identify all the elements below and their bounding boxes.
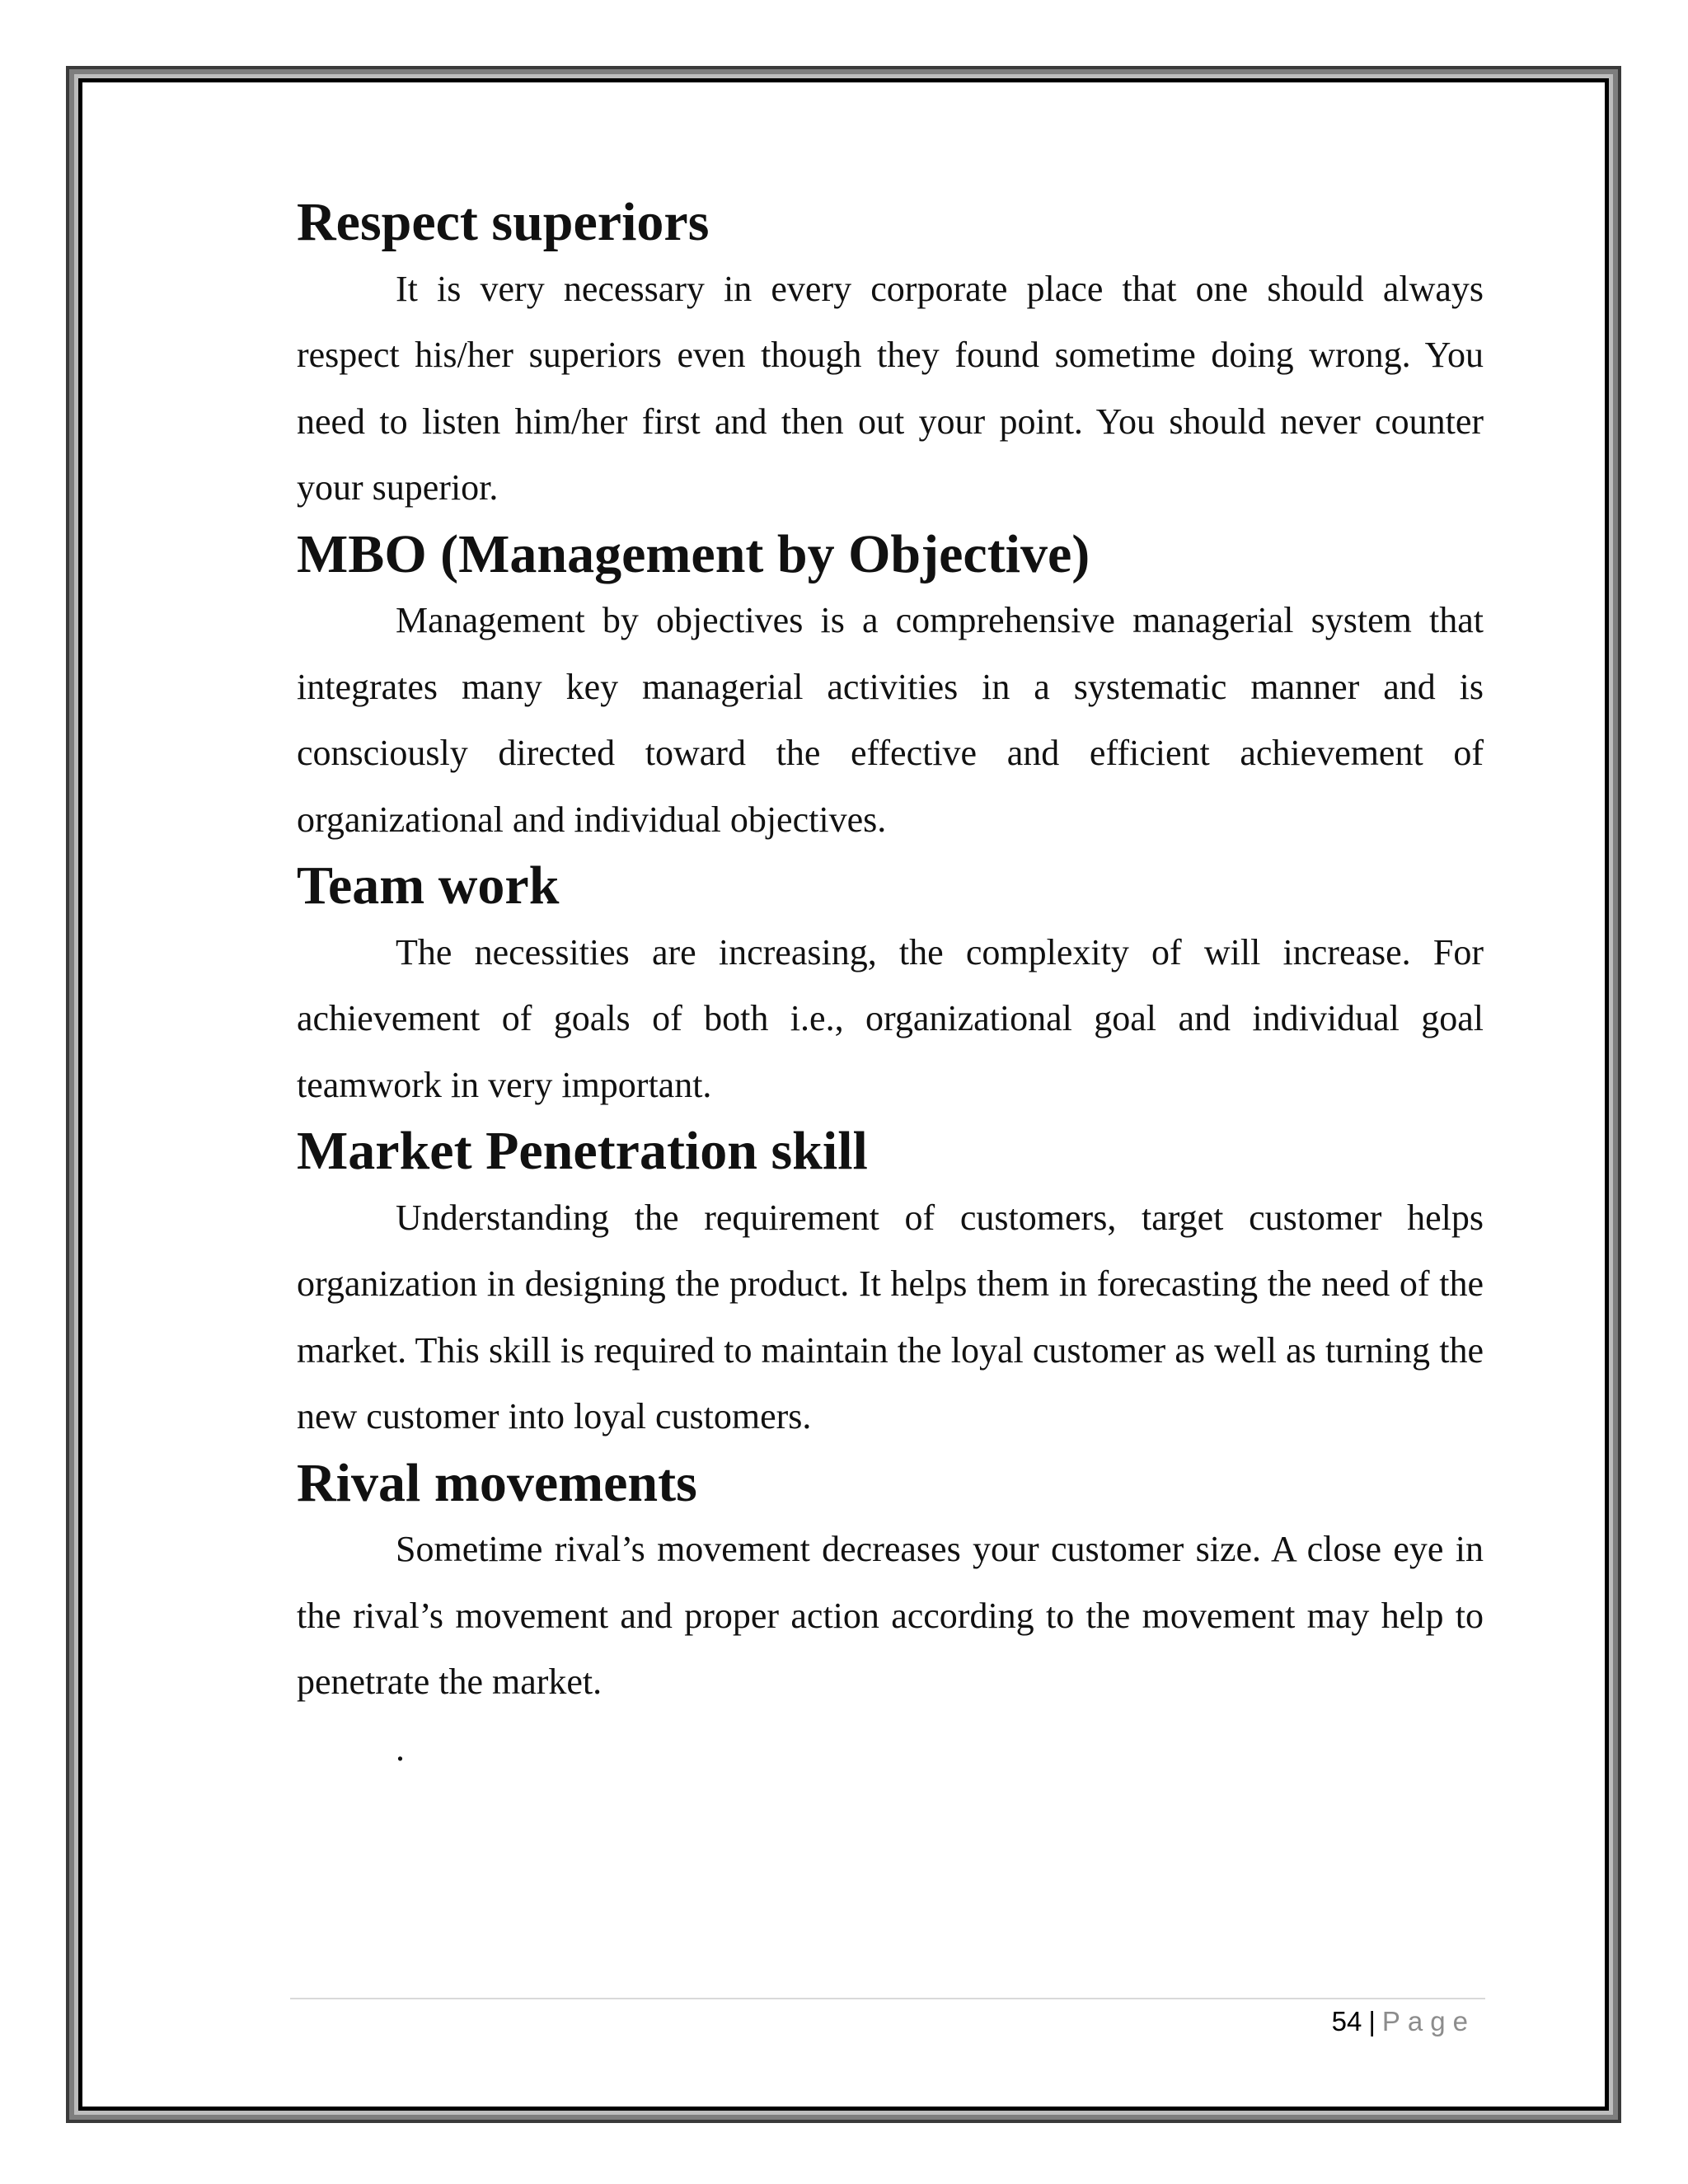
footer-divider bbox=[290, 1998, 1485, 1999]
page-label: Page bbox=[1381, 2006, 1475, 2036]
section-heading-rival-movements: Rival movements bbox=[297, 1452, 697, 1513]
section-body-team-work: The necessities are increasing, the complexity of will increase. For achievement of goals of both i.e., organizational goal and individual goal teamwork in very important. bbox=[297, 931, 1484, 1105]
section-body-market-penetration: Understanding the requirement of customers, target customer helps organization in designing the product. It helps them in forecasting the need of the market. This skill is required to maintain the loyal customer as well as turning the new customer into loyal customers. bbox=[297, 1197, 1484, 1436]
section-heading-respect-superiors: Respect superiors bbox=[297, 192, 710, 252]
trailing-period: . bbox=[396, 1727, 405, 1769]
section-body-respect-superiors: It is very necessary in every corporate place that one should always respect his/her superiors even though they found sometime doing wrong. You need to listen him/her first and then out your point. You should never counter your superior. bbox=[297, 268, 1484, 508]
section-heading-market-penetration: Market Penetration skill bbox=[297, 1121, 868, 1181]
section-heading-team-work: Team work bbox=[297, 855, 560, 916]
footer-separator: | bbox=[1368, 2006, 1376, 2036]
page-footer bbox=[1332, 2003, 1475, 2041]
section-heading-mbo: MBO (Management by Objective) bbox=[297, 523, 1090, 584]
section-body-rival-movements: Sometime rival’s movement decreases your customer size. A close eye in the rival’s movement and proper action according to the movement may help to penetrate the market. bbox=[297, 1529, 1484, 1702]
section-body-mbo: Management by objectives is a comprehensive managerial system that integrates many key managerial activities in a systematic manner and is consciously directed toward the effective and efficient achievement of organizational and individual objectives. bbox=[297, 600, 1484, 840]
page-number: 54 bbox=[1331, 2006, 1362, 2036]
document-body bbox=[297, 190, 1484, 1782]
